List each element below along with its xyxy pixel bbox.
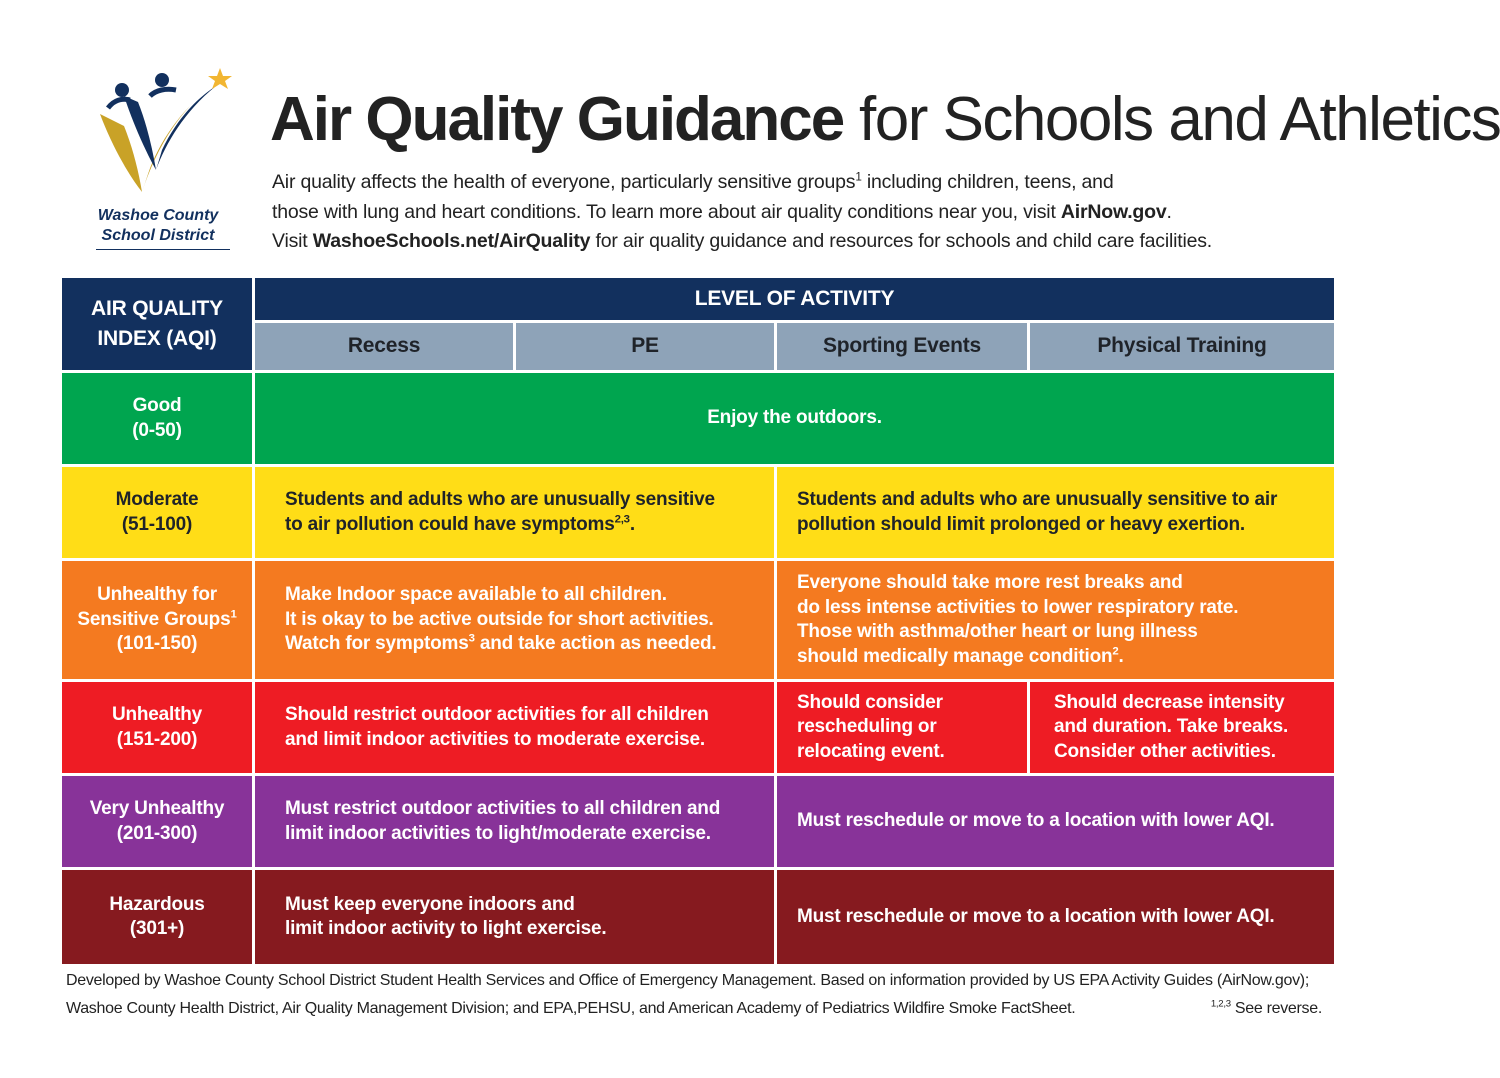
intro-paragraph: [272, 168, 1352, 257]
column-header-physical-training: Physical Training: [1030, 323, 1334, 370]
aqi-usg-label: Unhealthy for Sensitive Groups$^1$ (101-150): [62, 561, 252, 679]
aqi-good-label: Good (0-50): [62, 373, 252, 464]
column-header-sporting-events: Sporting Events: [777, 323, 1027, 370]
level-of-activity-header: LEVEL OF ACTIVITY: [255, 278, 1334, 320]
title-bold: Air Quality Guidance: [270, 85, 844, 154]
district-logo: [88, 66, 238, 256]
title-light: for Schools and Athletics: [858, 85, 1500, 154]
footer-line-1: Developed by Washoe County School District Student Health Services and Office of Emergency Management. Based on information provided by US EPA Activity Guides (AirNow.gov);: [66, 972, 1309, 989]
aqi-guidance-table: [62, 278, 1334, 964]
intro-line-3: Visit WashoeSchools.net/AirQuality for air quality guidance and resources for schools and child care facilities.: [272, 230, 1213, 252]
aqi-very-unhealthy-label: Very Unhealthy (201-300): [62, 776, 252, 867]
airnow-link[interactable]: AirNow.gov: [1060, 200, 1167, 223]
aqi-usg-recess-pe: Make Indoor space available to all children. It is okay to be active outside for short activities. Watch for symptoms$^3$ and take action as needed.: [255, 561, 774, 679]
aqi-moderate-sports-training: Students and adults who are unusually sensitive to air pollution should limit prolonged or heavy exertion.: [777, 467, 1334, 558]
aqi-unhealthy-physical-training: Should decrease intensity and duration. Take breaks. Consider other activities.: [1030, 682, 1334, 773]
aqi-very-unhealthy-sports-training: Must reschedule or move to a location with lower AQI.: [777, 776, 1334, 867]
column-header-recess: Recess: [255, 323, 513, 370]
aqi-hazardous-recess-pe: Must keep everyone indoors and limit indoor activity to light exercise.: [255, 870, 774, 964]
aqi-usg-sports-training: Everyone should take more rest breaks and do less intense activities to lower respiratory rate. Those with asthma/other heart or lung illness should medically manage condition$^2$.: [777, 561, 1334, 679]
page-title: [270, 78, 1500, 162]
aqi-unhealthy-sporting-events: Should consider rescheduling or relocating event.: [777, 682, 1027, 773]
aqi-hazardous-sports-training: Must reschedule or move to a location with lower AQI.: [777, 870, 1334, 964]
district-logo-text: [88, 206, 228, 246]
aqi-hazardous-label: Hazardous (301+): [62, 870, 252, 964]
aqi-very-unhealthy-recess-pe: Must restrict outdoor activities to all children and limit indoor activities to light/moderate exercise.: [255, 776, 774, 867]
aqi-unhealthy-label: Unhealthy (151-200): [62, 682, 252, 773]
intro-line-2: those with lung and heart conditions. To learn more about air quality conditions near you, visit AirNow.gov.: [272, 200, 1172, 223]
logo-line-1: Washoe County: [97, 207, 219, 224]
footer-line-2: Washoe County Health District, Air Quality Management Division; and EPA,PEHSU, and American Academy of Pediatrics Wildfire Smoke FactSheet.: [66, 1000, 1076, 1017]
district-logo-icon: [94, 66, 234, 198]
aqi-moderate-label: Moderate (51-100): [62, 467, 252, 558]
aqi-moderate-recess-pe: Students and adults who are unusually sensitive to air pollution could have symptoms$^{2,3}$.: [255, 467, 774, 558]
intro-line-1: Air quality affects the health of everyone, particularly sensitive groups$^1$ including children, teens, and: [272, 170, 1114, 193]
washoeschools-link[interactable]: WashoeSchools.net/AirQuality: [312, 230, 591, 252]
logo-divider: [96, 249, 230, 250]
aqi-unhealthy-recess-pe: Should restrict outdoor activities for all children and limit indoor activities to moderate exercise.: [255, 682, 774, 773]
logo-line-2: School District: [101, 227, 215, 244]
aqi-header: AIR QUALITY INDEX (AQI): [62, 278, 252, 370]
column-header-pe: PE: [516, 323, 774, 370]
footer-credits: [66, 967, 1326, 1023]
aqi-good-guidance: Enjoy the outdoors.: [255, 373, 1334, 464]
see-reverse-note: $^{1,2,3}$ See reverse.: [1210, 998, 1322, 1017]
